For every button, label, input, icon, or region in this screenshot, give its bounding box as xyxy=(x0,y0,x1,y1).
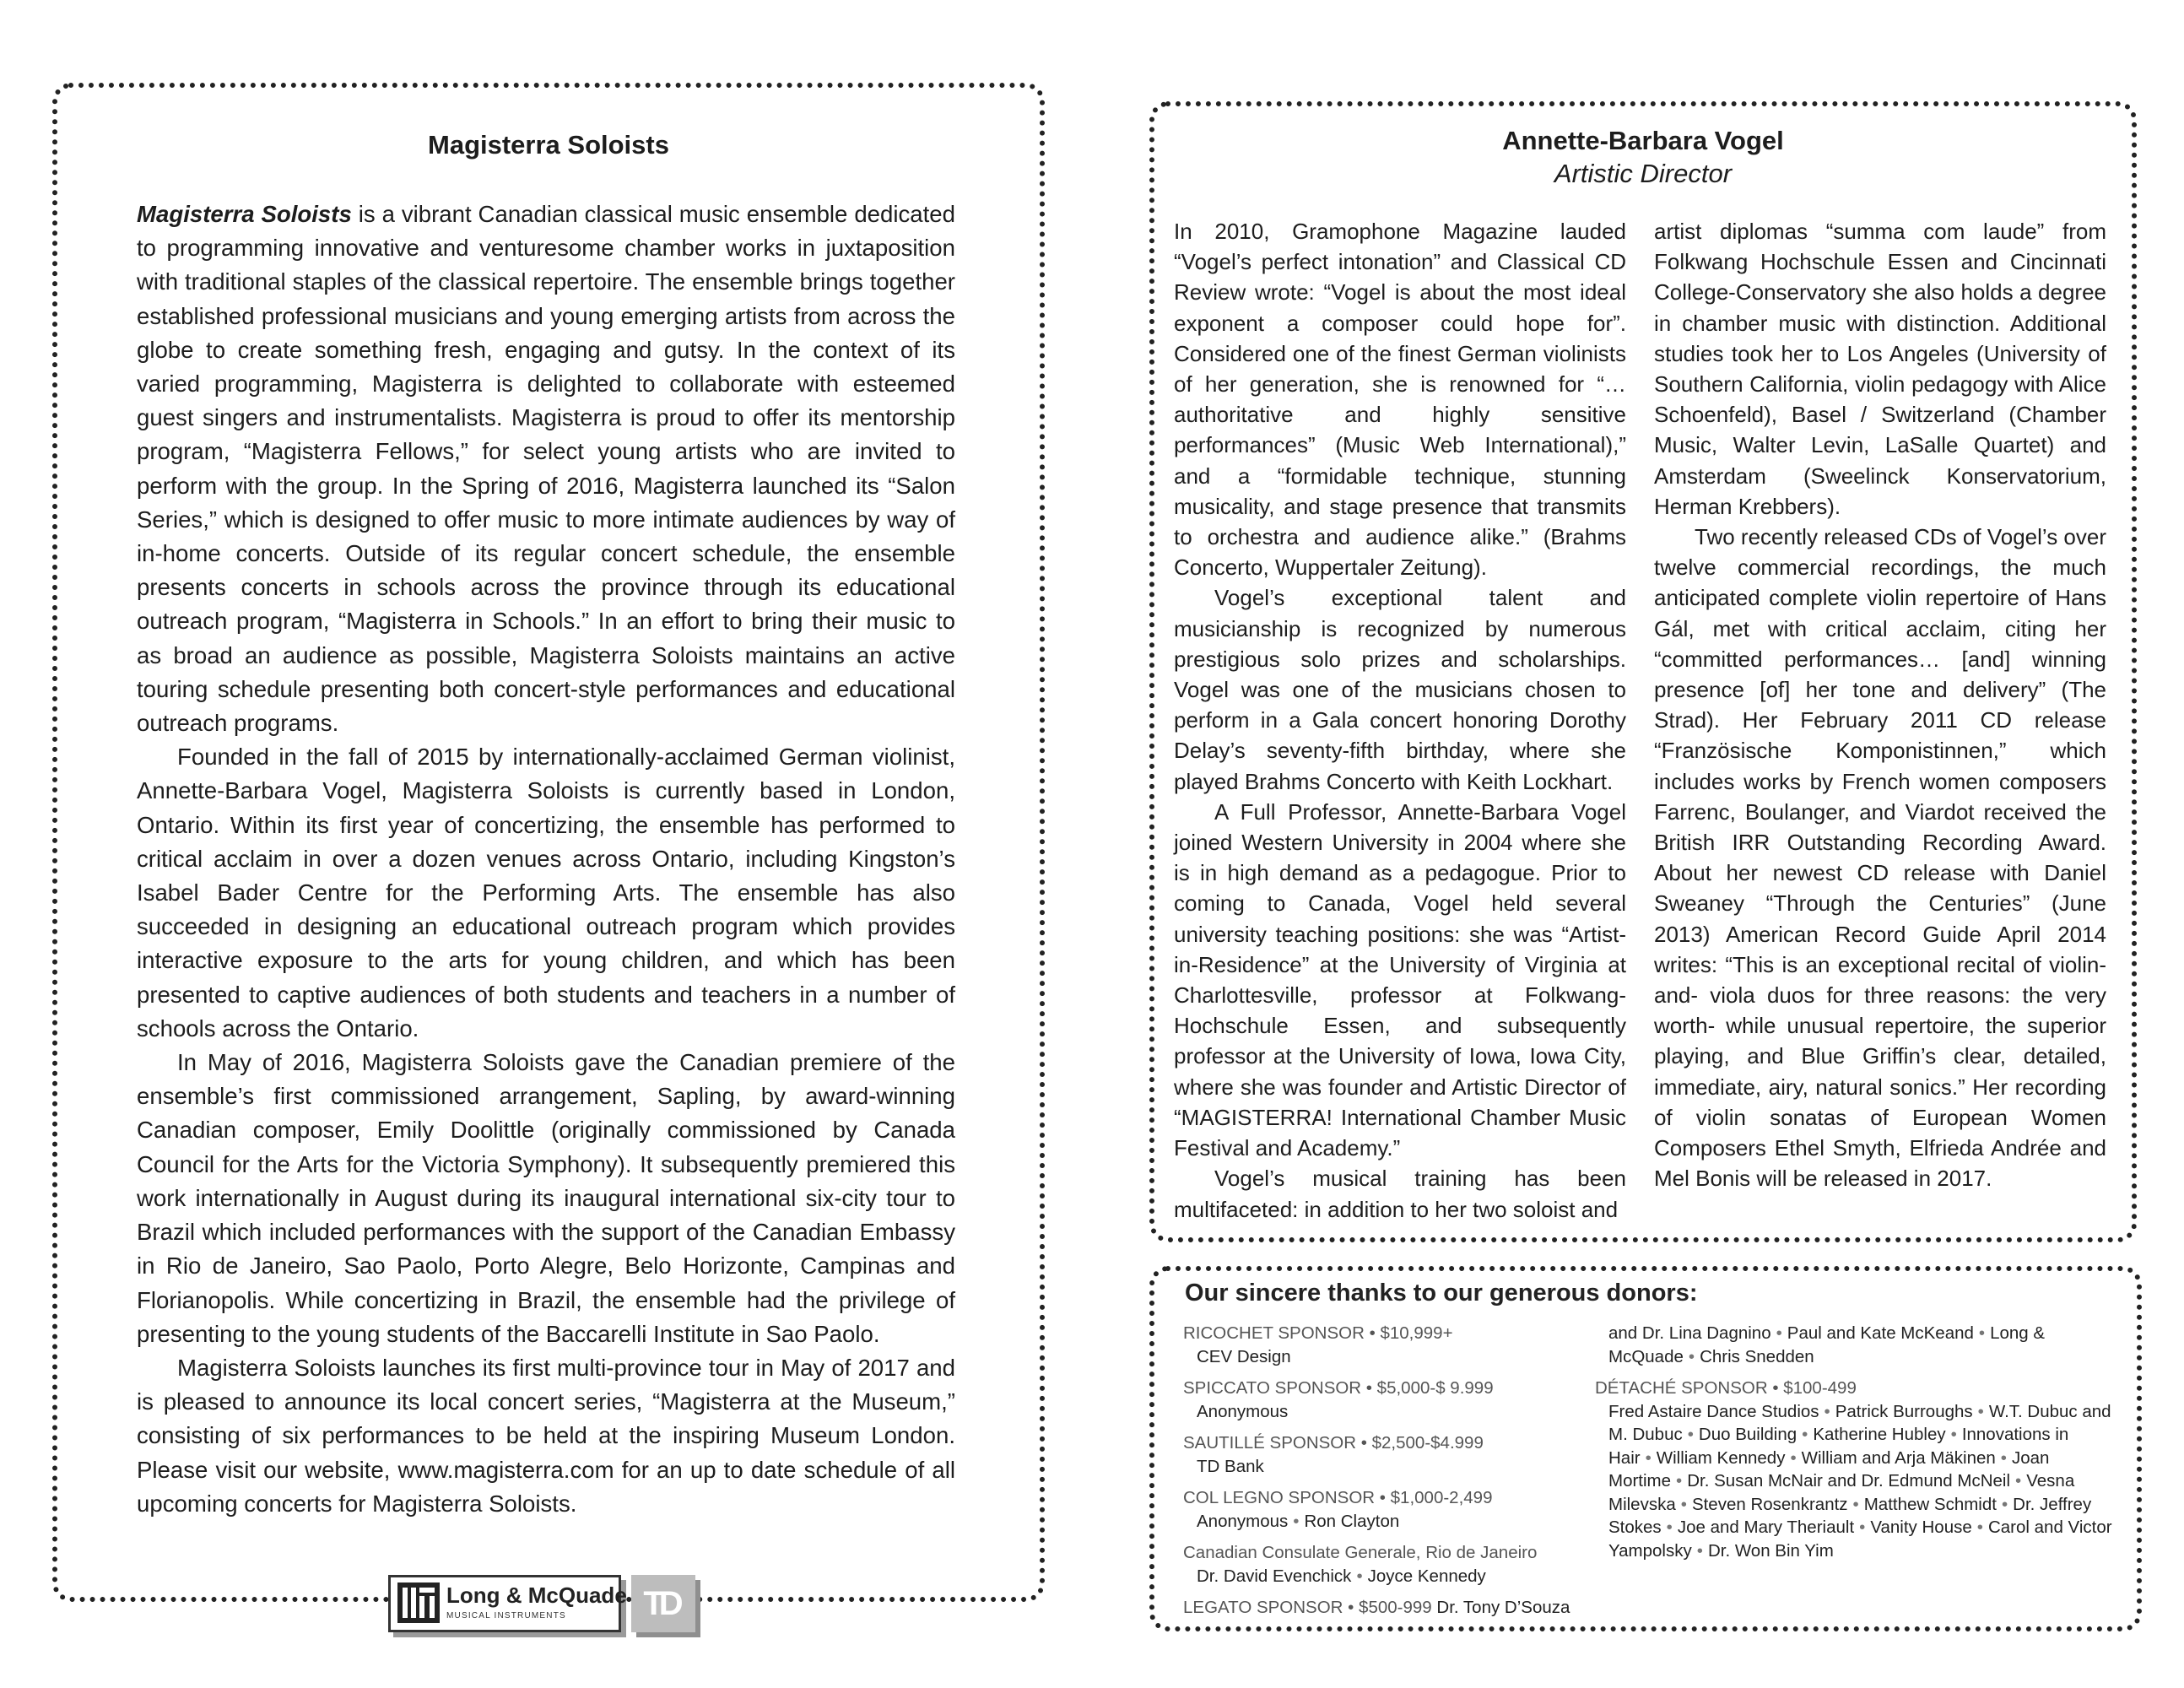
donor-tier-col-legno xyxy=(1183,1486,1588,1533)
separator-dot: • xyxy=(1645,1447,1652,1468)
long-mcquade-logo xyxy=(388,1575,627,1632)
donor-name: Carol and Victor Yampolsky xyxy=(1608,1518,2112,1561)
donor-name: William Kennedy xyxy=(1656,1447,1786,1468)
donor-names-list xyxy=(1595,1322,2114,1368)
long-mcquade-name: Long & McQuade xyxy=(446,1582,627,1608)
ensemble-paragraph-2: Founded in the fall of 2015 by internationally-acclaimed German violinist, Annette-Barbara Vogel, Magisterra Soloists is currently based in London, Ontario. Within its first year of concertizing, the ensemble has performed to critical acclaim in over a dozen venues across Ontario, including Kingston’s Isabel Bader Centre for the Performing Arts. The ensemble has also succeeded in designing an educational outreach program which provides interactive exposure to the arts for young children, and which has been presented to captive audiences of both students and teachers in a number of schools across the Ontario. xyxy=(137,744,955,1041)
td-logo-text: TD xyxy=(643,1584,678,1622)
ensemble-paragraph-3: In May of 2016, Magisterra Soloists gave the Canadian premiere of the ensemble’s first commissioned arrangement, Sapling, by award-winning Canadian composer, Emily Doolittle (originally commissioned by Canada Council for the Arts for the Victoria Symphony). It subsequently premiered this work internationally in August during its inaugural international six-city tour to Brazil which included performances with the support of the Canadian Embassy in Rio de Janeiro, Sao Paolo, Porto Alegre, Belo Horizonte, Campinas and Florianopolis. While concertizing in Brazil, the ensemble had the privilege of presenting to the young students of the Baccarelli Institute in Sao Paolo. xyxy=(137,1049,955,1347)
separator-dot: • xyxy=(1356,1566,1363,1586)
bio-subtitle: Artistic Director xyxy=(1554,159,1733,188)
donor-tier-ricochet xyxy=(1183,1322,1588,1368)
donor-tier-label: Canadian Consulate Generale, Rio de Janeiro xyxy=(1183,1543,1538,1562)
donor-name: Joan Mortime xyxy=(1608,1447,2050,1491)
donor-name: Dr. Jeffrey Stokes xyxy=(1608,1494,2092,1537)
ensemble-title: Magisterra Soloists xyxy=(428,130,669,160)
donor-name: Chris Snedden xyxy=(1700,1346,1814,1366)
donor-name: W.T. Dubuc and M. Dubuc xyxy=(1608,1401,2111,1444)
donor-tier-label: SAUTILLÉ SPONSOR • $2,500-$4.999 xyxy=(1183,1433,1484,1453)
separator-dot: • xyxy=(1666,1518,1673,1537)
donor-name: Vesna Milevska xyxy=(1608,1471,2075,1514)
donor-name: Matthew Schmidt xyxy=(1863,1494,1997,1514)
separator-dot: • xyxy=(1687,1425,1694,1444)
donor-tier-consulate xyxy=(1183,1541,1588,1588)
separator-dot: • xyxy=(1824,1401,1830,1421)
separator-dot: • xyxy=(1976,1518,1983,1537)
separator-dot: • xyxy=(1790,1447,1797,1468)
ensemble-text xyxy=(137,197,955,1521)
separator-dot: • xyxy=(2000,1447,2007,1468)
donor-name: Paul and Kate McKeand xyxy=(1787,1323,1974,1343)
donor-tier-label: LEGATO SPONSOR • $500-999 xyxy=(1183,1598,1432,1617)
bio-paragraph: In 2010, Gramophone Magazine lauded “Vogel’s perfect intonation” and Classical CD Review wrote: “Vogel is about the most ideal exponent a composer could hope for”. Considered one of the finest German violinists of her generation, she is renowned for “… authoritative and highly sensitive performances” (Music Web International),” and a “formidable technique, stunning musicality, and stage presence that transmits to orchestra and audience alike.” (Brahms Concerto, Wuppertaler Zeitung). xyxy=(1174,219,1626,581)
ensemble-lead-name: Magisterra Soloists xyxy=(137,201,352,227)
donor-names-list xyxy=(1183,1565,1588,1588)
separator-dot: • xyxy=(2001,1494,2008,1514)
donor-name: Joyce Kennedy xyxy=(1367,1566,1486,1586)
separator-dot: • xyxy=(1696,1540,1703,1561)
separator-dot: • xyxy=(1852,1494,1859,1514)
donor-name: Dr. Susan McNair and Dr. Edmund McNeil xyxy=(1687,1471,2011,1491)
separator-dot: • xyxy=(1950,1425,1957,1444)
ensemble-paragraph-4: Magisterra Soloists launches its first multi-province tour in May of 2017 and is pleased to announce its local concert series, “Magisterra at the Museum,” consisting of six performances to be held at the inspiring Museum London. Please visit our website, www.magisterra.com for an up to date schedule of all upcoming concerts for Magisterra Soloists. xyxy=(137,1354,955,1517)
bio-paragraph: Vogel’s exceptional talent and musicianship is recognized by numerous prestigious solo prizes and scholarships. Vogel was one of the musicians chosen to perform in a Gala concert honoring Dorothy Delay’s seventy-fifth birthday, where she played Brahms Concerto with Keith Lockhart. xyxy=(1174,585,1626,794)
donor-name: Steven Rosenkrantz xyxy=(1691,1494,1848,1514)
donor-name: Long & McQuade xyxy=(1608,1323,2046,1366)
donor-names-list xyxy=(1595,1400,2114,1563)
bio-paragraph: Two recently released CDs of Vogel’s over twelve commercial recordings, the much anticipated complete violin repertoire of Hans Gál, met with critical acclaim, citing her “committed performances… [and] winning presence [of] her tone and delivery” (The Strad). Her February 2011 CD release “Französische Komponistinnen,” which includes works by French women composers Farrenc, Boulanger, and Viardot received the British IRR Outstanding Recording Award. About her newest CD release with Daniel Sweaney “Through the Centuries” (June 2013) American Record Guide April 2014 writes: “This is an exceptional recital of violin-and- viola duos for three reasons: the very worth- while unusual repertoire, the superior playing, and Blue Griffin’s clear, detailed, immediate, airy, natural sonics.” Her recording of violin sonatas of European Women Composers Ethel Smyth, Elfrieda Andrée and Mel Bonis will be released in 2017. xyxy=(1654,524,2106,1192)
donor-name: Ron Clayton xyxy=(1304,1511,1400,1531)
donor-names-list xyxy=(1183,1510,1588,1534)
donors-title: Our sincere thanks to our generous donors: xyxy=(1185,1280,1698,1307)
donor-name: William and Arja Mäkinen xyxy=(1801,1447,1996,1468)
bio-title: Annette-Barbara Vogel xyxy=(1502,126,1784,155)
donor-name: TD Bank xyxy=(1197,1456,1264,1476)
bio-column-1 xyxy=(1174,216,1626,1225)
donor-name: Dr. Tony D’Souza xyxy=(1436,1598,1570,1617)
separator-dot: • xyxy=(1680,1494,1687,1514)
donors-column-2 xyxy=(1595,1322,2114,1562)
donor-tier-detache xyxy=(1595,1377,2114,1562)
donor-name: Anonymous xyxy=(1197,1401,1289,1421)
donor-name: Innovations in Hair xyxy=(1608,1425,2069,1468)
donor-tier-label: DÉTACHÉ SPONSOR • $100-499 xyxy=(1595,1378,1857,1398)
separator-dot: • xyxy=(1978,1323,1986,1343)
bio-paragraph: artist diplomas “summa com laude” from Folkwang Hochschule Essen and Cincinnati College-Conservatory she also holds a degree in chamber music with distinction. Additional studies took her to Los Angeles (University of Southern California, violin pedagogy with Alice Schoenfeld), Basel / Switzerland (Chamber Music, Walter Levin, LaSalle Quartet) and Amsterdam (Sweelinck Konservatorium, Herman Krebbers). xyxy=(1654,219,2106,519)
long-mcquade-mark-icon xyxy=(397,1582,440,1623)
long-mcquade-subtitle: MUSICAL INSTRUMENTS xyxy=(446,1611,566,1620)
donor-tier-sautille xyxy=(1183,1431,1588,1478)
donor-tier-label: SPICCATO SPONSOR • $5,000-$ 9.999 xyxy=(1183,1378,1494,1398)
separator-dot: • xyxy=(2015,1471,2022,1491)
bio-paragraph: A Full Professor, Annette-Barbara Vogel joined Western University in 2004 where she is in high demand as a pedagogue. Prior to coming to Canada, Vogel held several university teaching positions: she was “Artist- in-Residence” at the University of Virginia at Charlottesville, professor at Folkwang-Hochschule Essen, and subsequently professor at the University of Iowa, Iowa City, where she was founder and Artistic Director of “MAGISTERRA! International Chamber Music Festival and Academy.” xyxy=(1174,798,1626,1161)
separator-dot: • xyxy=(1802,1425,1808,1444)
donor-name: Dr. David Evenchick xyxy=(1197,1566,1352,1586)
donor-name: Joe and Mary Theriault xyxy=(1677,1518,1855,1537)
separator-dot: • xyxy=(1676,1471,1683,1491)
separator-dot: • xyxy=(1776,1323,1782,1343)
donor-name: and Dr. Lina Dagnino xyxy=(1608,1323,1771,1343)
donor-name: Dr. Won Bin Yim xyxy=(1707,1540,1834,1561)
bio-paragraph: Vogel’s musical training has been multifaceted: in addition to her two soloist and xyxy=(1174,1166,1626,1222)
donor-name: Fred Astaire Dance Studios xyxy=(1608,1401,1819,1421)
donors-column-1 xyxy=(1183,1322,1588,1620)
td-logo xyxy=(631,1575,695,1632)
separator-dot: • xyxy=(1293,1511,1300,1531)
donor-name: CEV Design xyxy=(1197,1346,1291,1366)
donor-name: Vanity House xyxy=(1870,1518,1972,1537)
donor-name: Anonymous xyxy=(1197,1511,1289,1531)
donor-name: Duo Building xyxy=(1698,1425,1797,1444)
separator-dot: • xyxy=(1859,1518,1866,1537)
donor-name: Patrick Burroughs xyxy=(1835,1401,1973,1421)
donor-tier-label: COL LEGNO SPONSOR • $1,000-2,499 xyxy=(1183,1488,1493,1507)
bio-column-2 xyxy=(1654,216,2106,1194)
donor-name: Katherine Hubley xyxy=(1813,1425,1946,1444)
separator-dot: • xyxy=(1688,1346,1695,1366)
donor-tier-spiccato xyxy=(1183,1377,1588,1423)
donor-tier-legato xyxy=(1183,1596,1588,1620)
ensemble-paragraph-1: Magisterra Soloists is a vibrant Canadian classical music ensemble dedicated to programming innovative and venturesome chamber works in juxtaposition with traditional staples of the classical repertoire. The ensemble brings together established professional musicians and young emerging artists from across the globe to create something fresh, engaging and gutsy. In the context of its varied programming, Magisterra is delighted to collaborate with esteemed guest singers and instrumentalists. Magisterra is proud to offer its mentorship program, “Magisterra Fellows,” for select young artists who are invited to perform with the group. In the Spring of 2016, Magisterra launched its “Salon Series,” which is designed to offer music to more intimate audiences by way of in-home concerts. Outside of its regular concert schedule, the ensemble presents concerts in schools across the province through its educational outreach program, “Magisterra in Schools.” In an effort to bring their music to as broad an audience as possible, Magisterra Soloists maintains an active touring schedule presenting both concert-style performances and educational outreach programs. xyxy=(137,201,955,737)
separator-dot: • xyxy=(1977,1401,1984,1421)
donor-tier-label: RICOCHET SPONSOR • $10,999+ xyxy=(1183,1323,1453,1343)
